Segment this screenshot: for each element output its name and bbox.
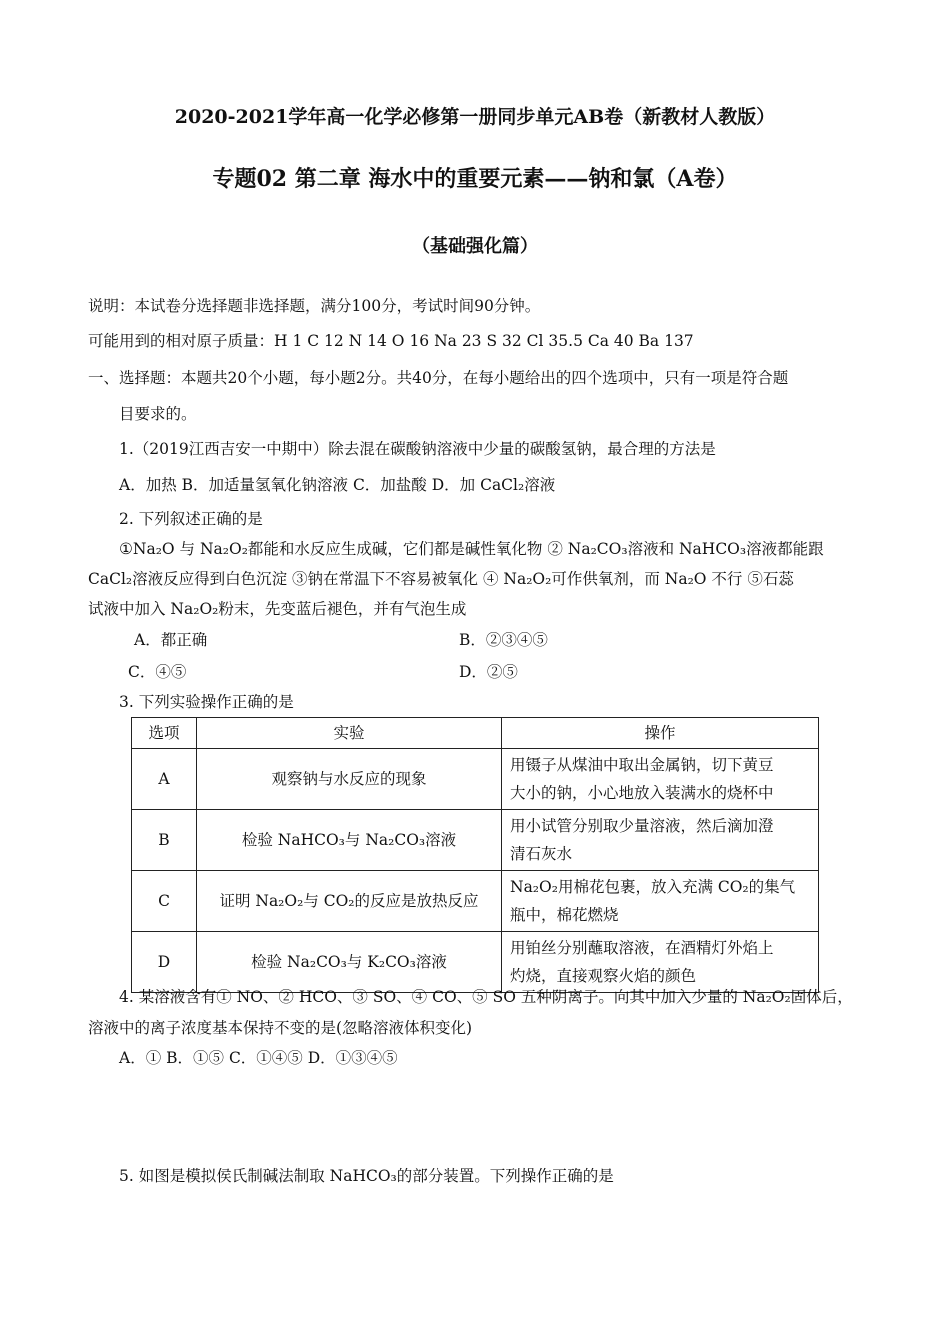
q4-options: A．① B．①⑤ C．①④⑤ D．①③④⑤ (119, 1049, 398, 1067)
row-operation-line: 用铂丝分别蘸取溶液，在酒精灯外焰上 (510, 939, 774, 957)
row-operation-line: 用小试管分别取少量溶液，然后滴加澄 (510, 817, 774, 835)
header-operation: 操作 (502, 718, 819, 749)
row-experiment: 检验 Na₂CO₃与 K₂CO₃溶液 (197, 932, 502, 993)
row-option: D (132, 932, 197, 993)
subtitle: （基础强化篇） (412, 236, 538, 257)
row-experiment: 观察钠与水反应的现象 (197, 749, 502, 810)
q3-table-header (132, 718, 819, 749)
table-row (132, 749, 819, 810)
q3-table (131, 717, 819, 993)
row-operation-line: 大小的钠，小心地放入装满水的烧杯中 (510, 784, 774, 802)
row-operation (502, 871, 819, 932)
q2-option-d: D．②⑤ (459, 663, 518, 681)
topic-title: 专题02 第二章 海水中的重要元素——钠和氯（A卷） (212, 166, 738, 192)
atomic-masses: 可能用到的相对原子质量：H 1 C 12 N 14 O 16 Na 23 S 32 Cl 35.5 Ca 40 Ba 137 (88, 332, 694, 350)
row-operation-line: 清石灰水 (510, 845, 573, 863)
section1-instructions: 一、选择题：本题共20个小题，每小题2分。共40分，在每小题给出的四个选项中，只有一项是符合题 (88, 369, 789, 387)
row-operation-line: 瓶中，棉花燃烧 (510, 906, 619, 924)
table-row (132, 932, 819, 993)
q2-body-line2: CaCl₂溶液反应得到白色沉淀 ③钠在常温下不容易被氧化 ④ Na₂O₂可作供氧剂，而 Na₂O 不行 ⑤石蕊 (88, 570, 794, 588)
table-row (132, 810, 819, 871)
row-option: C (132, 871, 197, 932)
q2-body-line3: 试液中加入 Na₂O₂粉末，先变蓝后褪色，并有气泡生成 (88, 600, 467, 618)
row-operation (502, 810, 819, 871)
q3-stem: 3. 下列实验操作正确的是 (119, 693, 294, 711)
row-operation-line: 用镊子从煤油中取出金属钠，切下黄豆 (510, 756, 774, 774)
section1-instructions-cont: 目要求的。 (119, 405, 197, 423)
q1-stem: 1.（2019江西吉安一中期中）除去混在碳酸钠溶液中少量的碳酸氢钠，最合理的方法是 (119, 440, 716, 458)
exam-note: 说明：本试卷分选择题非选择题，满分100分，考试时间90分钟。 (88, 297, 541, 315)
q4-stem-line2: 溶液中的离子浓度基本保持不变的是(忽略溶液体积变化) (88, 1019, 473, 1037)
q2-option-c: C．④⑤ (128, 663, 187, 681)
header-experiment: 实验 (197, 718, 502, 749)
q2-option-b: B．②③④⑤ (459, 631, 548, 649)
q5-stem: 5. 如图是模拟侯氏制碱法制取 NaHCO₃的部分装置。下列操作正确的是 (119, 1167, 614, 1185)
q2-body-line1: ①Na₂O 与 Na₂O₂都能和水反应生成碱，它们都是碱性氧化物 ② Na₂CO₃溶液和 NaHCO₃溶液都能跟 (119, 540, 824, 558)
row-experiment: 证明 Na₂O₂与 CO₂的反应是放热反应 (197, 871, 502, 932)
row-experiment: 检验 NaHCO₃与 Na₂CO₃溶液 (197, 810, 502, 871)
row-operation-line: 灼烧，直接观察火焰的颜色 (510, 967, 697, 985)
table-row (132, 871, 819, 932)
row-operation (502, 932, 819, 993)
q4-stem-line1: 4. 某溶液含有① NO、② HCO、③ SO、④ CO、⑤ SO 五种阴离子。向其中加入少量的 Na₂O₂固体后， (119, 988, 853, 1006)
header-option: 选项 (132, 718, 197, 749)
q1-options: A．加热 B．加适量氢氧化钠溶液 C．加盐酸 D．加 CaCl₂溶液 (119, 476, 556, 494)
q2-stem: 2. 下列叙述正确的是 (119, 510, 263, 528)
series-title: 2020-2021学年高一化学必修第一册同步单元AB卷（新教材人教版） (174, 106, 776, 128)
row-option: B (132, 810, 197, 871)
q2-option-a: A．都正确 (134, 631, 208, 649)
row-operation-line: Na₂O₂用棉花包裹，放入充满 CO₂的集气 (510, 878, 796, 896)
row-operation (502, 749, 819, 810)
row-option: A (132, 749, 197, 810)
